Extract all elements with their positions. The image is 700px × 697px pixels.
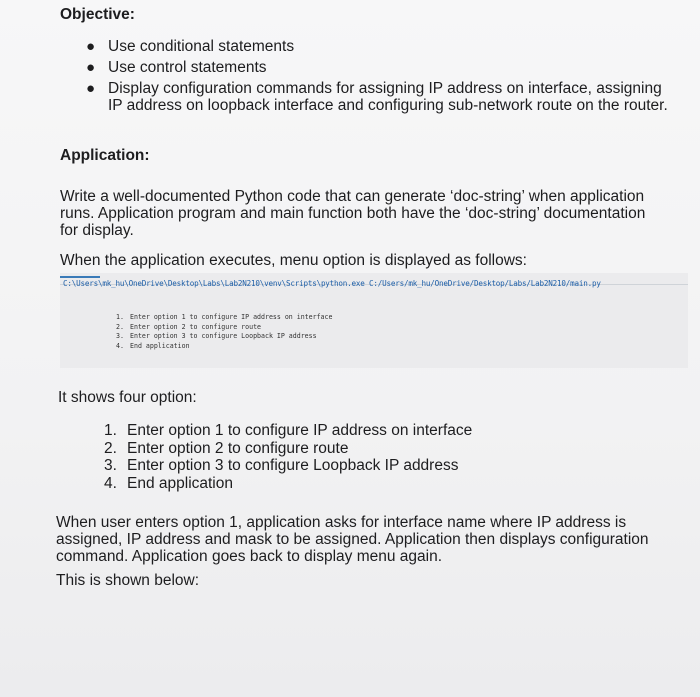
bullet-text: Use control statements bbox=[108, 59, 267, 76]
list-item: 1. Enter option 1 to configure IP address on interface bbox=[104, 422, 473, 439]
bullet-text: Use conditional statements bbox=[108, 38, 295, 55]
console-tab-indicator bbox=[60, 276, 100, 278]
objective-heading: Objective: bbox=[60, 6, 135, 23]
objective-list bbox=[84, 38, 673, 118]
options-list bbox=[104, 422, 472, 492]
menu-intro: When the application executes, menu option is displayed as follows: bbox=[60, 252, 527, 269]
console-screenshot bbox=[60, 273, 688, 368]
list-item bbox=[84, 38, 673, 55]
list-item bbox=[84, 80, 673, 114]
list-item: 3. Enter option 3 to configure Loopback IP address bbox=[104, 457, 459, 474]
bullet-text: Display configuration commands for assigning IP address on interface, assigning IP address on loopback interface and configuring sub-network route on the router. bbox=[108, 80, 668, 114]
options-intro: It shows four option: bbox=[58, 389, 197, 406]
application-heading: Application: bbox=[60, 147, 150, 164]
option1-paragraph: When user enters option 1, application asks for interface name where IP address is assigned, IP address and mask to be assigned. Application then displays configuration command. Application goes back to display menu again. bbox=[56, 514, 649, 565]
bullet-icon: ● bbox=[86, 80, 96, 97]
console-path: C:\Users\mk_hu\OneDrive\Desktop\Labs\Lab2N210\venv\Scripts\python.exe C:/Users/mk_hu/OneDrive/Desktop/Labs/Lab2N210/main.py bbox=[63, 279, 601, 288]
bullet-icon: ● bbox=[86, 38, 96, 55]
application-paragraph: Write a well-documented Python code that can generate ‘doc-string’ when application runs. Application program and main function both have the ‘doc-string’ documentation for display. bbox=[60, 188, 646, 239]
list-item bbox=[84, 59, 673, 76]
list-item: 4. End application bbox=[116, 341, 190, 350]
console-menu bbox=[116, 313, 332, 351]
list-item: 3. Enter option 3 to configure Loopback IP address bbox=[116, 332, 317, 340]
list-item: 1. Enter option 1 to configure IP address on interface bbox=[116, 313, 333, 321]
shown-below-text: This is shown below: bbox=[56, 572, 200, 589]
list-item: 4. End application bbox=[104, 474, 233, 492]
list-item: 2. Enter option 2 to configure route bbox=[116, 322, 262, 331]
bullet-icon: ● bbox=[86, 59, 96, 76]
list-item: 2. Enter option 2 to configure route bbox=[104, 439, 349, 457]
